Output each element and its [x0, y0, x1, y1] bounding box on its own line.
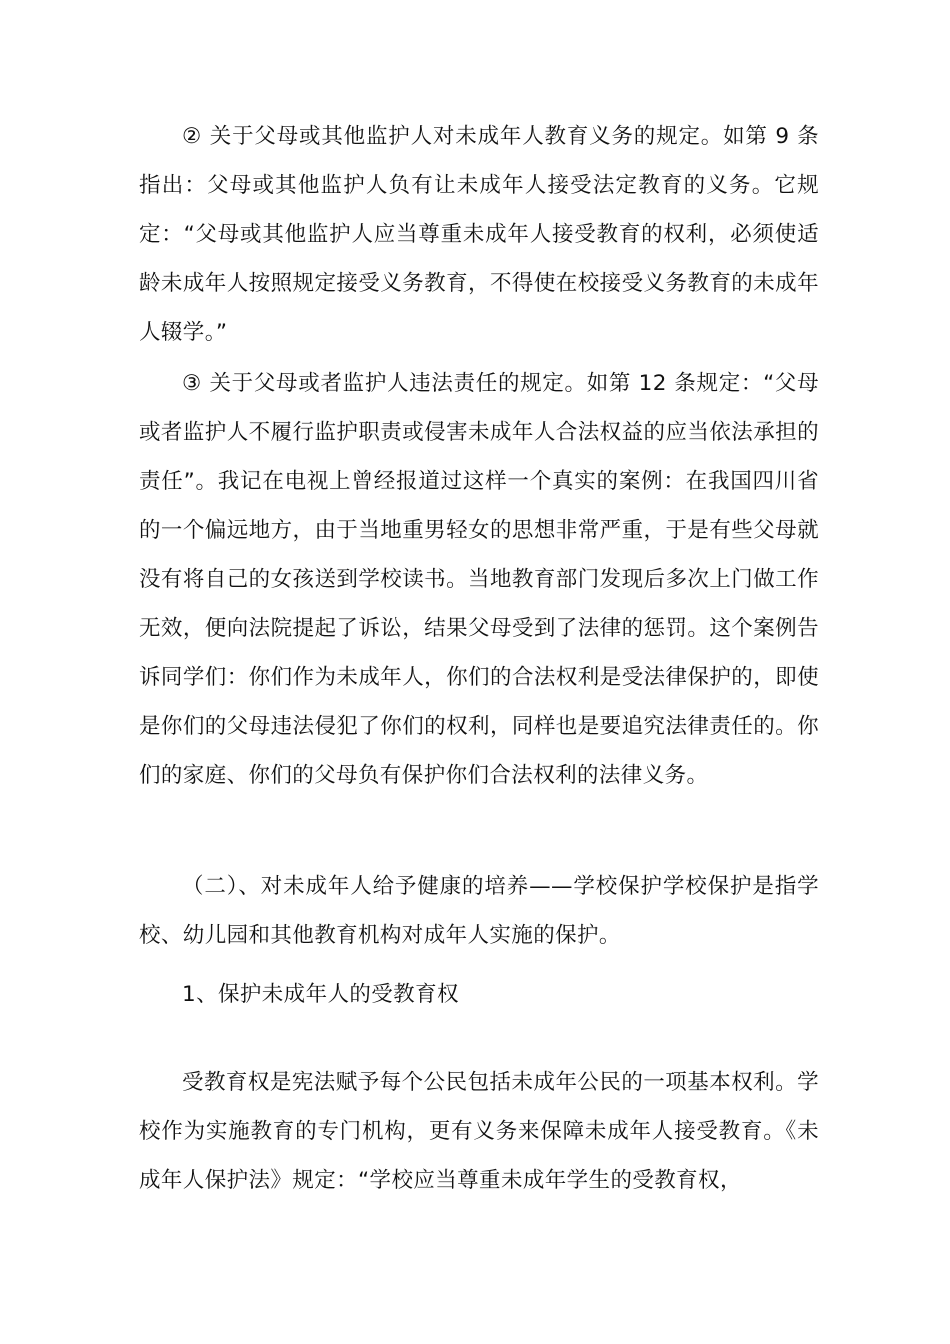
paragraph-parent-legal-liability [139, 359, 819, 800]
paragraph-text: （二）、对未成年人给予健康的培养——学校保护学校保护是指学校、幼儿园和其他教育机构对成年人实施的保护。 [139, 874, 819, 948]
subsection-heading-education-right [139, 970, 819, 1019]
paragraph-education-right [139, 1058, 819, 1205]
paragraph-text: 1、保护未成年人的受教育权 [182, 982, 459, 1007]
paragraph-parent-education-duty [139, 112, 819, 357]
paragraph-text: ③ 关于父母或者监护人违法责任的规定。如第 12 条规定：“父母或者监护人不履行监护职责或侵害未成年人合法权益的应当依法承担的责任”。我记在电视上曾经报道过这样一个真实的案例：在我国四川省的一个偏远地方，由于当地重男轻女的思想非常严重，于是有些父母就没有将自己的女孩送到学校读书。当地教育部门发现后多次上门做工作无效，便向法院提起了诉讼，结果父母受到了法律的惩罚。这个案例告诉同学们：你们作为未成年人，你们的合法权利是受法律保护的，即使是你们的父母违法侵犯了你们的权利，同样也是要追究法律责任的。你们的家庭、你们的父母负有保护你们合法权利的法律义务。 [139, 371, 819, 788]
paragraph-text: 受教育权是宪法赋予每个公民包括未成年公民的一项基本权利。学校作为实施教育的专门机构，更有义务来保障未成年人接受教育。《未成年人保护法》规定：“学校应当尊重未成年学生的受教育权， [139, 1070, 819, 1193]
paragraph-text: ② 关于父母或其他监护人对未成年人教育义务的规定。如第 9 条指出：父母或其他监护人负有让未成年人接受法定教育的义务。它规定：“父母或其他监护人应当尊重未成年人接受教育的权利，必须使适龄未成年人按照规定接受义务教育，不得使在校接受义务教育的未成年人辍学。” [139, 124, 819, 345]
section-heading-school-protection [139, 862, 819, 960]
